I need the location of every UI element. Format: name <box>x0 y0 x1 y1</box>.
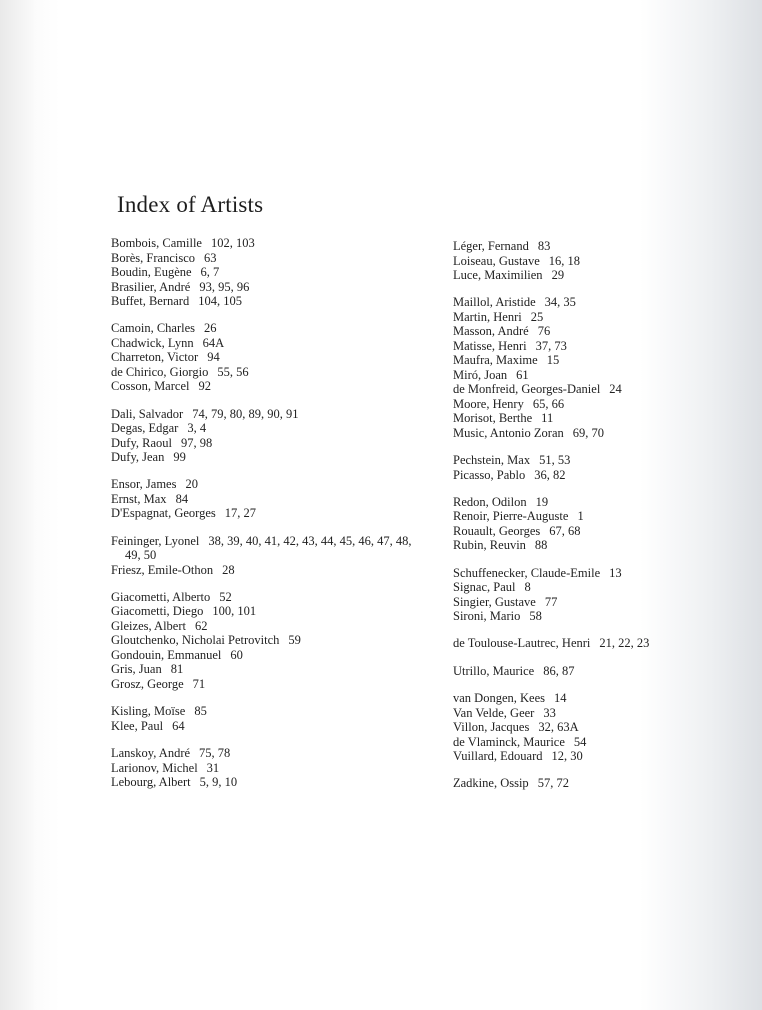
index-letter-group <box>111 746 431 790</box>
artist-name: Van Velde, Geer <box>453 705 535 720</box>
index-letter-group <box>111 477 431 521</box>
index-entry <box>453 580 713 595</box>
plate-numbers: 99 <box>173 450 186 465</box>
plate-numbers: 25 <box>530 309 544 324</box>
index-letter-group <box>453 664 713 679</box>
artist-name: Picasso, Pablo <box>453 467 526 482</box>
plate-numbers: 31 <box>206 760 220 775</box>
index-entry <box>111 294 431 309</box>
artist-name: Schuffenecker, Claude-Emile <box>453 565 601 580</box>
artist-name: Larionov, Michel <box>111 760 198 775</box>
artist-name: Gondouin, Emmanuel <box>111 647 222 662</box>
artist-name: Villon, Jacques <box>453 720 530 735</box>
page-binding-edge <box>0 0 34 1010</box>
artist-name: de Toulouse-Lautrec, Henri <box>453 636 591 651</box>
index-entry <box>453 411 713 426</box>
index-entry <box>453 595 713 610</box>
artist-name: Friesz, Emile-Othon <box>111 562 214 577</box>
index-entry <box>453 495 713 510</box>
artist-name: Maufra, Maxime <box>453 353 538 368</box>
index-entry <box>111 379 431 394</box>
index-entry <box>111 280 431 295</box>
index-entry <box>111 477 431 492</box>
index-entry <box>111 265 431 280</box>
plate-numbers: 71 <box>192 676 206 691</box>
index-entry <box>453 509 713 524</box>
artist-name: Zadkine, Ossip <box>453 776 529 791</box>
index-entry <box>111 719 431 734</box>
plate-numbers: 81 <box>170 662 184 677</box>
index-entry <box>453 468 713 483</box>
index-entry <box>111 421 431 436</box>
plate-numbers: 32, 63A <box>538 720 579 735</box>
plate-numbers: 74, 79, 80, 89, 90, 91 <box>192 406 299 421</box>
artist-name: Chadwick, Lynn <box>111 335 194 350</box>
index-entry <box>111 251 431 266</box>
index-letter-group <box>453 636 713 651</box>
plate-numbers: 62 <box>194 618 208 633</box>
plate-numbers: 15 <box>546 353 560 368</box>
artist-name: Redon, Odilon <box>453 494 527 509</box>
plate-numbers: 38, 39, 40, 41, 42, 43, 44, 45, 46, 47, 48, 49, 50 <box>125 533 412 563</box>
index-entry <box>453 749 713 764</box>
artist-name: Degas, Edgar <box>111 421 179 436</box>
plate-numbers: 59 <box>288 633 301 648</box>
index-letter-group <box>453 566 713 624</box>
index-entry <box>453 295 713 310</box>
index-entry <box>111 336 431 351</box>
artist-name: Luce, Maximilien <box>453 268 543 282</box>
index-entry <box>453 368 713 383</box>
plate-numbers: 93, 95, 96 <box>199 279 250 294</box>
artist-name: Dufy, Raoul <box>111 435 172 450</box>
index-entry <box>111 365 431 380</box>
plate-numbers: 17, 27 <box>224 506 257 521</box>
artist-name: Giacometti, Diego <box>111 604 204 619</box>
plate-numbers: 92 <box>198 379 211 394</box>
index-letter-group <box>111 236 431 309</box>
artist-name: Gris, Juan <box>111 662 162 677</box>
artist-name: Martin, Henri <box>453 309 522 324</box>
artist-name: Grosz, George <box>111 676 184 691</box>
plate-numbers: 14 <box>554 691 567 706</box>
plate-numbers: 54 <box>573 734 587 749</box>
index-entry <box>453 324 713 339</box>
plate-numbers: 57, 72 <box>537 776 569 791</box>
plate-numbers: 20 <box>185 477 198 492</box>
index-letter-group <box>111 590 431 692</box>
artist-name: Feininger, Lyonel <box>111 533 200 548</box>
plate-numbers: 75, 78 <box>199 746 231 761</box>
index-entry <box>111 492 431 507</box>
index-letter-group <box>453 239 713 283</box>
plate-numbers: 36, 82 <box>534 467 566 482</box>
plate-numbers: 24 <box>609 382 622 397</box>
index-entry <box>453 310 713 325</box>
plate-numbers: 13 <box>609 565 622 580</box>
index-entry <box>111 563 431 578</box>
plate-numbers: 26 <box>204 321 217 336</box>
plate-numbers: 85 <box>194 704 207 719</box>
index-entry <box>453 735 713 750</box>
index-entry <box>111 662 431 677</box>
plate-numbers: 60 <box>230 647 243 662</box>
plate-numbers: 67, 68 <box>549 523 581 538</box>
artist-name: Bombois, Camille <box>111 236 202 250</box>
index-entry <box>453 397 713 412</box>
artist-name: D'Espagnat, Georges <box>111 506 216 521</box>
index-entry <box>453 538 713 553</box>
artist-name: Giacometti, Alberto <box>111 589 211 604</box>
index-entry <box>453 254 713 269</box>
plate-numbers: 76 <box>537 324 551 339</box>
plate-numbers: 21, 22, 23 <box>599 636 650 651</box>
artist-name: Signac, Paul <box>453 580 516 595</box>
artist-name: Brasilier, André <box>111 279 191 294</box>
plate-numbers: 64A <box>202 335 225 350</box>
plate-numbers: 16, 18 <box>548 253 581 268</box>
index-entry <box>111 450 431 465</box>
plate-numbers: 12, 30 <box>551 749 583 764</box>
plate-numbers: 58 <box>529 609 542 624</box>
artist-name: Loiseau, Gustave <box>453 253 540 268</box>
index-entry <box>453 664 713 679</box>
index-entry <box>111 321 431 336</box>
index-entry <box>111 619 431 634</box>
index-letter-group <box>453 776 713 791</box>
artist-name: Rubin, Reuvin <box>453 538 526 553</box>
plate-numbers: 3, 4 <box>187 421 207 436</box>
artist-name: Singier, Gustave <box>453 594 536 609</box>
artist-name: Gleizes, Albert <box>111 618 186 633</box>
index-entry <box>453 609 713 624</box>
plate-numbers: 37, 73 <box>535 338 567 353</box>
artist-name: Borès, Francisco <box>111 250 196 265</box>
plate-numbers: 5, 9, 10 <box>199 775 238 790</box>
plate-numbers: 6, 7 <box>200 265 220 279</box>
plate-numbers: 97, 98 <box>181 435 213 450</box>
plate-numbers: 34, 35 <box>544 295 576 310</box>
artist-name: Morisot, Berthe <box>453 411 533 426</box>
artist-name: Kisling, Moïse <box>111 704 186 719</box>
plate-numbers: 104, 105 <box>198 294 242 308</box>
index-entry <box>453 706 713 721</box>
index-letter-group <box>453 295 713 440</box>
plate-numbers: 64 <box>172 718 185 733</box>
index-letter-group <box>111 407 431 465</box>
index-entry <box>111 236 431 251</box>
plate-numbers: 55, 56 <box>217 364 249 379</box>
index-letter-group <box>453 453 713 482</box>
plate-numbers: 11 <box>541 411 554 426</box>
artist-name: Buffet, Bernard <box>111 294 190 308</box>
index-entry <box>111 677 431 692</box>
index-entry <box>453 524 713 539</box>
artist-name: de Monfreid, Georges-Daniel <box>453 382 601 397</box>
plate-numbers: 69, 70 <box>572 425 605 440</box>
artist-name: Music, Antonio Zoran <box>453 425 564 440</box>
plate-numbers: 102, 103 <box>210 236 255 250</box>
plate-numbers: 100, 101 <box>212 604 257 619</box>
index-entry <box>111 604 431 619</box>
plate-numbers: 29 <box>551 268 565 282</box>
index-entry <box>111 534 425 563</box>
index-entry <box>453 566 713 581</box>
artist-name: Moore, Henry <box>453 396 524 411</box>
plate-numbers: 8 <box>524 580 531 595</box>
plate-numbers: 83 <box>537 239 551 253</box>
index-entry <box>111 436 431 451</box>
index-entry <box>453 691 713 706</box>
index-letter-group <box>111 534 431 578</box>
index-letter-group <box>453 691 713 764</box>
index-entry <box>453 268 713 283</box>
index-entry <box>111 590 431 605</box>
index-entry <box>453 636 713 651</box>
index-entry <box>111 633 431 648</box>
index-letter-group <box>111 704 431 733</box>
index-entry <box>111 506 431 521</box>
index-entry <box>453 720 713 735</box>
plate-numbers: 88 <box>534 538 548 553</box>
artist-name: Gloutchenko, Nicholai Petrovitch <box>111 633 280 648</box>
index-entry <box>111 648 431 663</box>
index-entry <box>111 350 431 365</box>
artist-name: van Dongen, Kees <box>453 691 545 706</box>
index-entry <box>111 775 431 790</box>
artist-name: de Vlaminck, Maurice <box>453 734 565 749</box>
plate-numbers: 19 <box>535 494 549 509</box>
artist-name: de Chirico, Giorgio <box>111 364 209 379</box>
plate-numbers: 94 <box>207 350 220 365</box>
index-letter-group <box>111 321 431 394</box>
artist-name: Renoir, Pierre-Auguste <box>453 509 569 524</box>
page-title: Index of Artists <box>117 192 264 217</box>
plate-numbers: 33 <box>543 705 556 720</box>
index-letter-group <box>453 495 713 553</box>
artist-name: Sironi, Mario <box>453 609 521 624</box>
index-entry <box>453 776 713 791</box>
artist-name: Pechstein, Max <box>453 453 531 468</box>
artist-name: Rouault, Georges <box>453 523 541 538</box>
plate-numbers: 86, 87 <box>543 663 575 678</box>
artist-name: Ernst, Max <box>111 491 167 506</box>
plate-numbers: 1 <box>577 509 584 524</box>
index-entry <box>453 453 713 468</box>
artist-name: Lebourg, Albert <box>111 775 191 790</box>
artist-name: Dufy, Jean <box>111 450 165 465</box>
artist-name: Masson, André <box>453 324 529 339</box>
artist-name: Vuillard, Edouard <box>453 749 543 764</box>
plate-numbers: 52 <box>219 589 232 604</box>
artist-name: Klee, Paul <box>111 718 164 733</box>
plate-numbers: 51, 53 <box>539 453 571 468</box>
artist-name: Ensor, James <box>111 477 177 492</box>
artist-name: Cosson, Marcel <box>111 379 190 394</box>
index-entry <box>111 761 431 776</box>
index-entry <box>453 426 713 441</box>
plate-numbers: 65, 66 <box>532 396 565 411</box>
artist-name: Léger, Fernand <box>453 239 529 253</box>
index-entry <box>453 382 713 397</box>
index-entry <box>453 339 713 354</box>
index-column-right <box>453 239 713 804</box>
artist-name: Camoin, Charles <box>111 321 196 336</box>
index-entry <box>111 704 431 719</box>
plate-numbers: 84 <box>175 491 189 506</box>
artist-name: Charreton, Victor <box>111 350 199 365</box>
artist-name: Maillol, Aristide <box>453 295 536 310</box>
artist-name: Miró, Joan <box>453 367 508 382</box>
plate-numbers: 77 <box>544 594 558 609</box>
artist-name: Dali, Salvador <box>111 406 184 421</box>
artist-name: Lanskoy, André <box>111 746 191 761</box>
artist-name: Utrillo, Maurice <box>453 663 535 678</box>
index-entry <box>111 746 431 761</box>
plate-numbers: 61 <box>516 367 529 382</box>
index-column-left <box>111 236 431 802</box>
index-entry <box>453 239 713 254</box>
index-entry <box>111 407 431 422</box>
index-entry <box>453 353 713 368</box>
plate-numbers: 63 <box>204 250 217 265</box>
artist-name: Matisse, Henri <box>453 338 527 353</box>
plate-numbers: 28 <box>222 562 235 577</box>
artist-name: Boudin, Eugène <box>111 265 192 279</box>
